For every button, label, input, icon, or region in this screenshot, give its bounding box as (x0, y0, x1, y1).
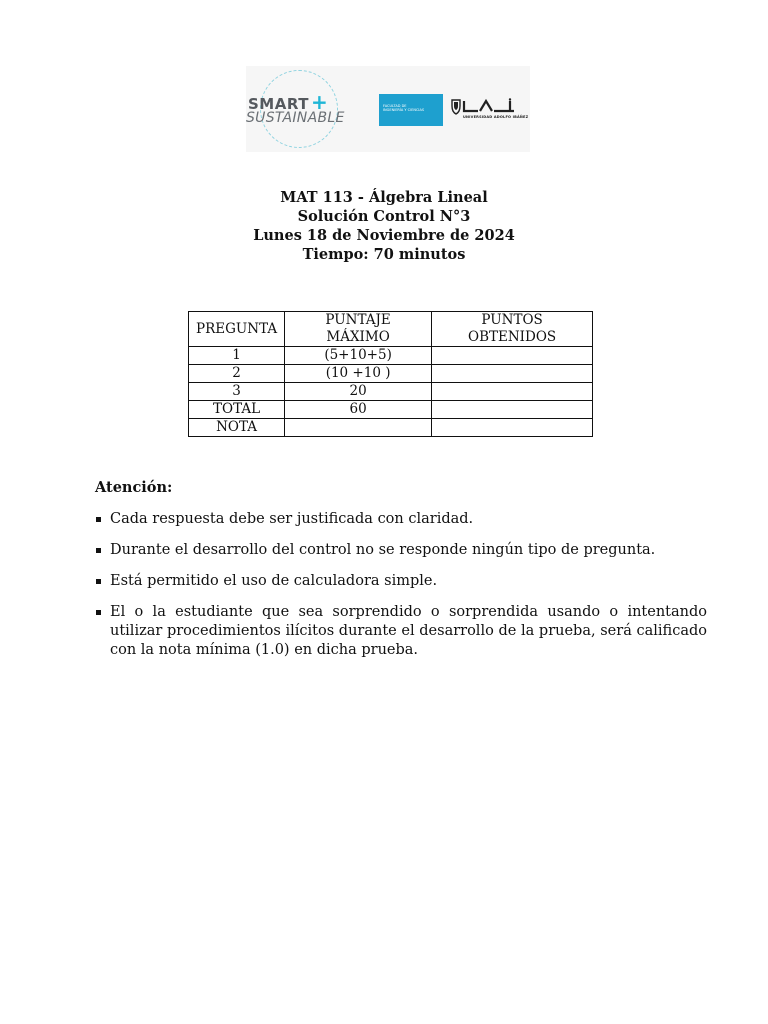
exam-duration: Tiempo: 70 minutos (302, 246, 466, 263)
table-cell: 1 (189, 347, 285, 365)
table-cell: 20 (285, 383, 432, 401)
table-cell: 2 (189, 365, 285, 383)
table-row (189, 365, 593, 383)
university-logo (450, 98, 529, 124)
smart-sustainable-logo (246, 66, 346, 152)
plus-icon: + (310, 90, 329, 114)
rules-list (95, 510, 707, 672)
list-item: Cada respuesta debe ser justificada con claridad. (95, 510, 707, 529)
document-header (0, 188, 768, 264)
faculty-logo: FACULTAD DE INGENIERÍA Y CIENCIAS (379, 94, 443, 126)
table-row (189, 401, 593, 419)
bullet-icon (96, 579, 101, 584)
header-cell: PREGUNTA (189, 312, 285, 347)
table-cell (432, 419, 593, 437)
table-cell (432, 401, 593, 419)
table-cell: 60 (285, 401, 432, 419)
course-title: MAT 113 - Álgebra Lineal (280, 189, 488, 206)
table-cell (285, 419, 432, 437)
attention-heading: Atención: (95, 479, 173, 496)
table-row (189, 347, 593, 365)
exam-subtitle: Solución Control N°3 (297, 208, 471, 225)
bullet-icon (96, 548, 101, 553)
bullet-icon (96, 517, 101, 522)
table-cell: (5+10+5) (285, 347, 432, 365)
table-row (189, 383, 593, 401)
sustainable-label: SUSTAINABLE (246, 110, 345, 126)
table-cell: 3 (189, 383, 285, 401)
bullet-icon (96, 610, 101, 615)
smart-label: SMART (248, 95, 309, 113)
table-cell: NOTA (189, 419, 285, 437)
uai-emblem-icon (450, 98, 516, 116)
table-cell: TOTAL (189, 401, 285, 419)
table-cell (432, 365, 593, 383)
table-cell (432, 383, 593, 401)
score-table (188, 311, 593, 437)
table-row (189, 419, 593, 437)
table-cell: (10 +10 ) (285, 365, 432, 383)
university-caption: UNIVERSIDAD ADOLFO IBÁÑEZ (463, 115, 529, 119)
list-item: El o la estudiante que sea sorprendido o sorprendida usando o intentando utilizar procedimientos ilícitos durante el desarrollo de la prueba, será calificado con la nota mínima (1.0) en dicha prueba. (95, 603, 707, 660)
logo-banner (246, 66, 530, 152)
exam-date: Lunes 18 de Noviembre de 2024 (253, 227, 515, 244)
list-item: Está permitido el uso de calculadora simple. (95, 572, 707, 591)
table-header-row (189, 312, 593, 347)
header-cell: PUNTOS OBTENIDOS (432, 312, 593, 347)
table-cell (432, 347, 593, 365)
list-item: Durante el desarrollo del control no se responde ningún tipo de pregunta. (95, 541, 707, 560)
header-cell: PUNTAJE MÁXIMO (285, 312, 432, 347)
